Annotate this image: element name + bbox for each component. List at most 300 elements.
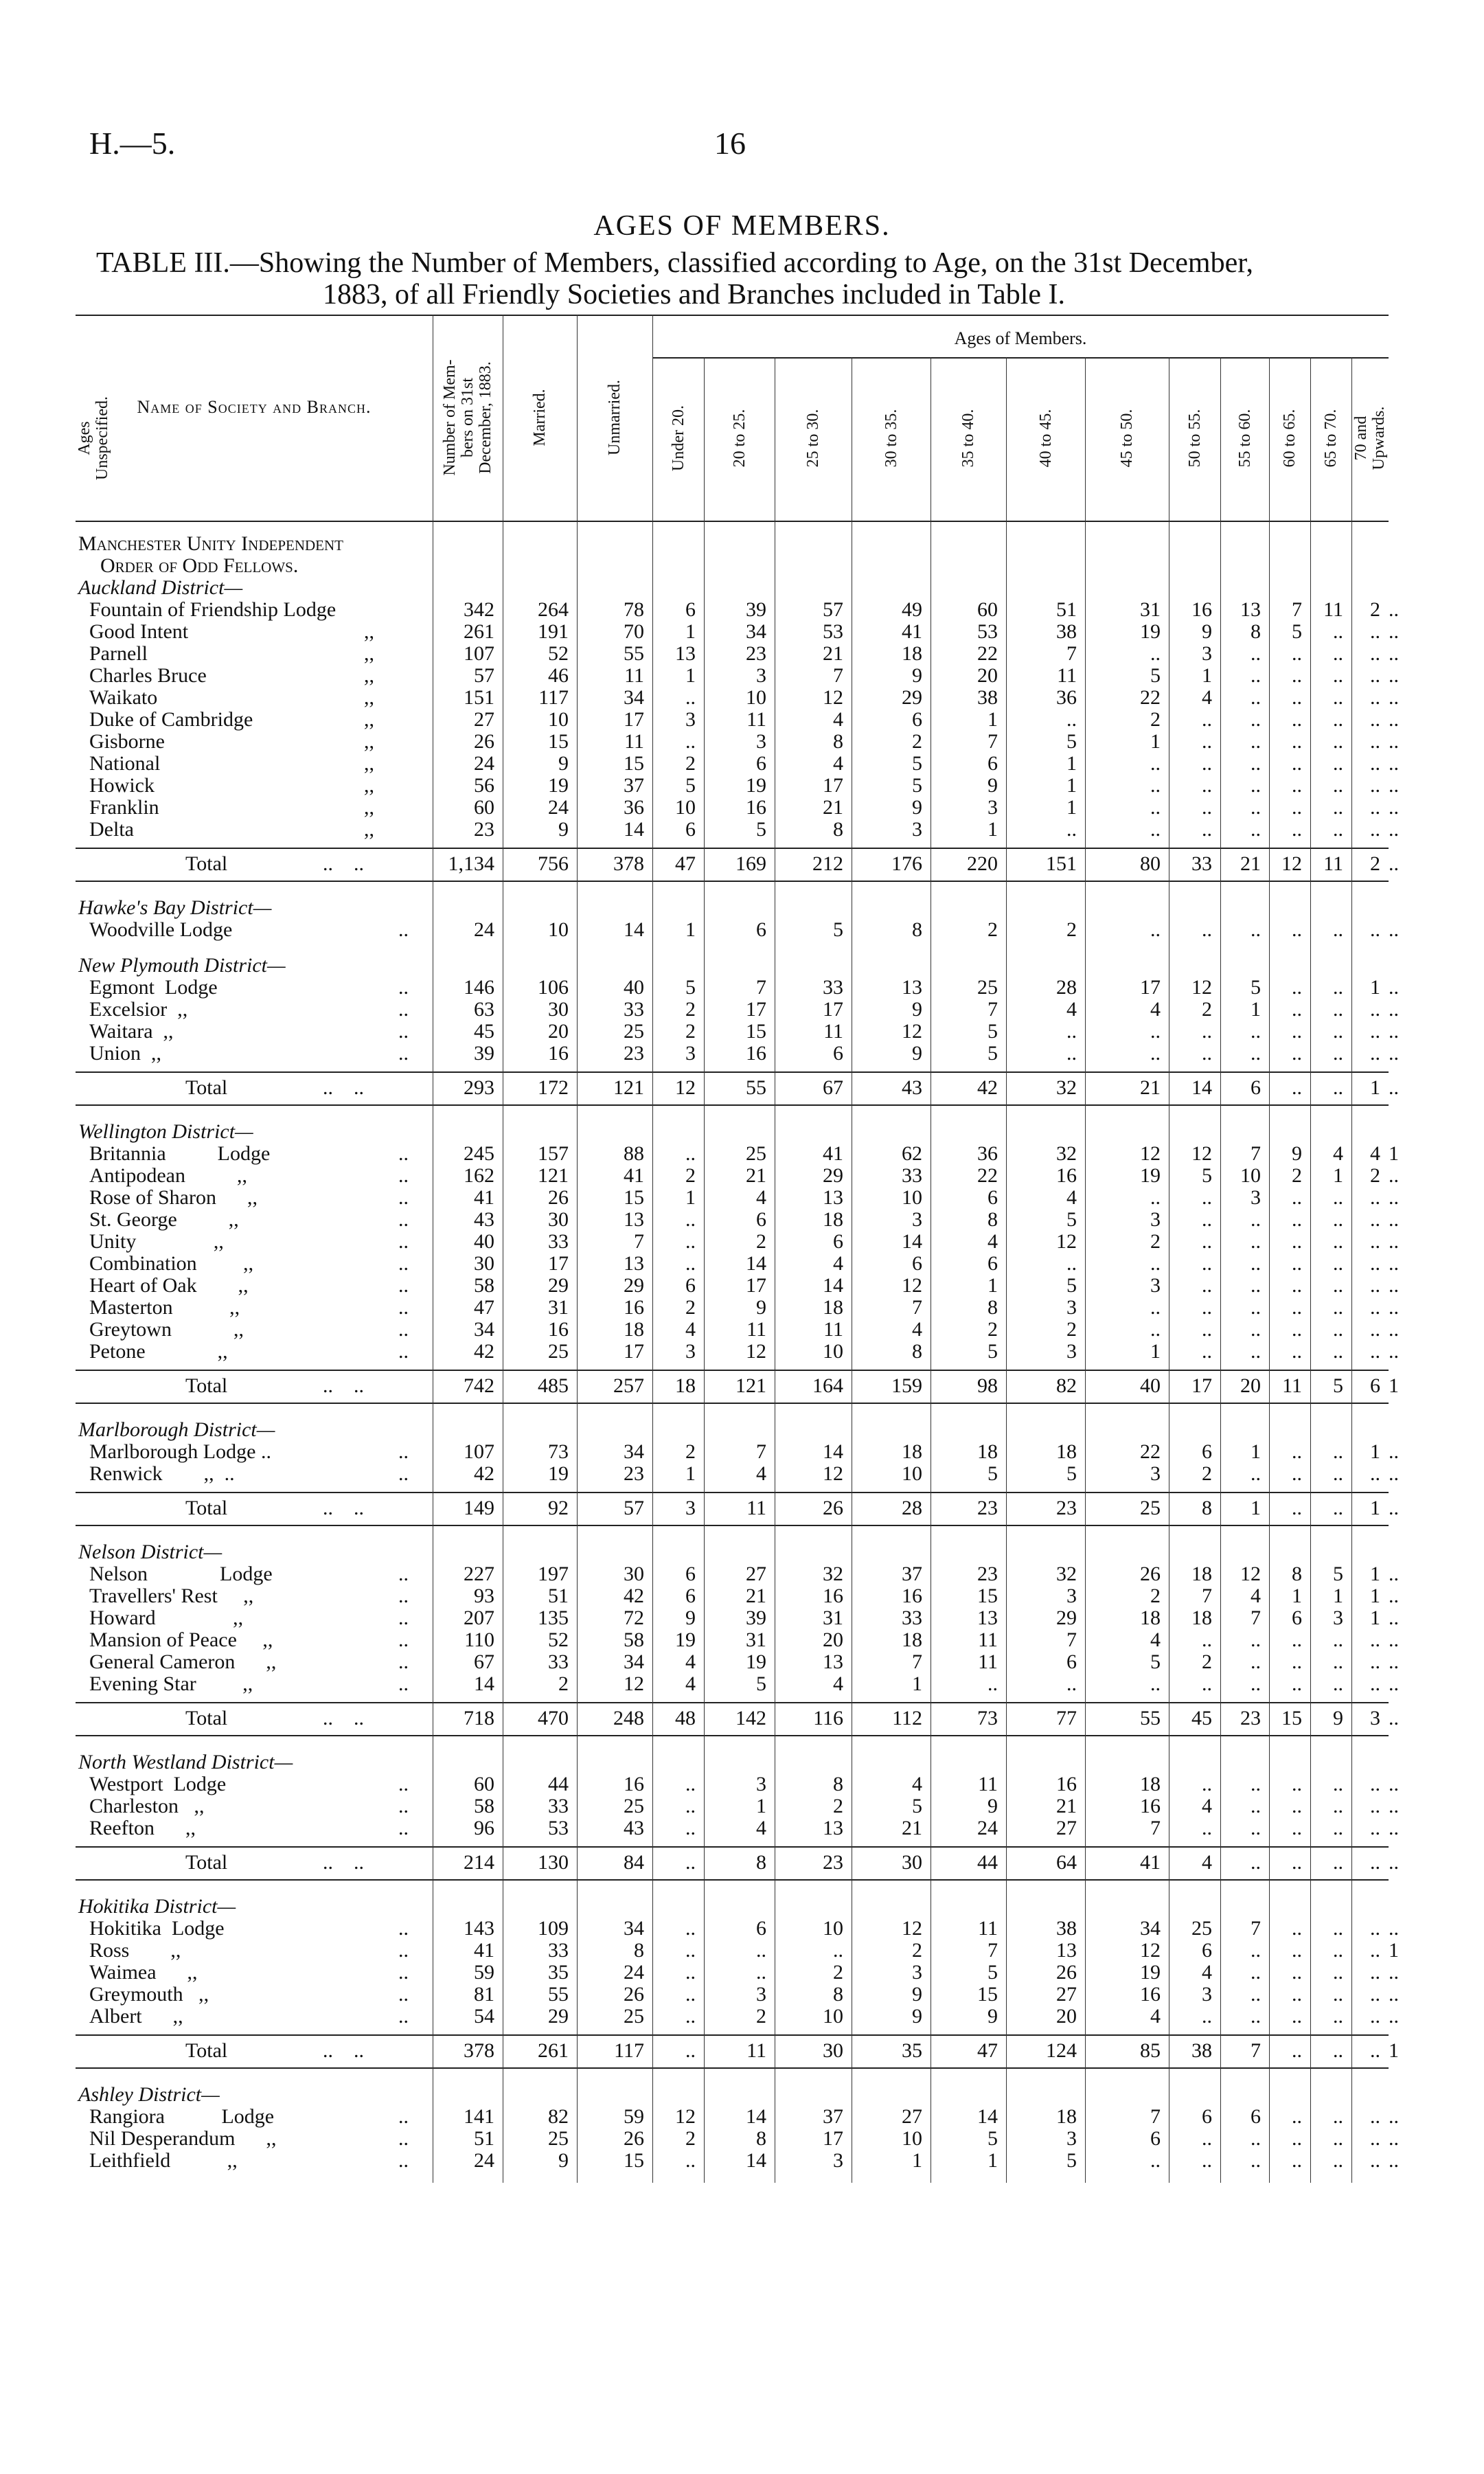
cell-d5r2-10: 18 (1191, 1607, 1212, 1629)
column-rule (652, 315, 653, 2183)
cell-d8r2-9: .. (1150, 2149, 1161, 2172)
cell-d3r9-6: 8 (912, 1340, 922, 1363)
cell-d3r9-2: 17 (624, 1340, 644, 1363)
cell-d3r6-3: 6 (685, 1274, 696, 1297)
branch-name: St. George ,, (89, 1208, 239, 1231)
cell-d5r2-6: 33 (902, 1607, 922, 1629)
total-top-rule (76, 1846, 1389, 1848)
cell-d3r4-15: .. (1389, 1230, 1399, 1253)
column-header-unmarried: Unmarried. (606, 380, 624, 455)
cell-d6r1-9: 16 (1140, 1795, 1161, 1817)
cell-d3r9-13: .. (1333, 1340, 1343, 1363)
cell-d7r1-14: .. (1370, 1939, 1380, 1962)
cell-d0r2-0: 107 (464, 642, 494, 665)
cell-d1r0-3: 1 (685, 918, 696, 941)
cell-d3r7-12: .. (1292, 1296, 1302, 1319)
cell-d3r1-5: 29 (823, 1164, 843, 1187)
cell-d7r3-2: 26 (624, 1983, 644, 2006)
cell-d2r1-6: 9 (912, 998, 922, 1021)
table-row (76, 1628, 1399, 1651)
cell-d2r1-15: .. (1389, 998, 1399, 1021)
cell-d3r7-7: 8 (988, 1296, 998, 1319)
cell-d5r3-11: .. (1251, 1628, 1261, 1651)
cell-d3r5-13: .. (1333, 1252, 1343, 1275)
table-row (76, 1672, 1399, 1695)
cell-d5t-3: 48 (675, 1707, 696, 1729)
cell-d7r0-9: 34 (1140, 1917, 1161, 1940)
cell-d8r2-2: 15 (624, 2149, 644, 2172)
cell-d3r9-3: 3 (685, 1340, 696, 1363)
cell-d5r4-1: 33 (548, 1650, 569, 1673)
cell-d0r7-12: .. (1292, 752, 1302, 775)
cell-d5r0-11: 12 (1240, 1563, 1261, 1585)
cell-d4t-3: 3 (685, 1497, 696, 1519)
cell-d3r1-8: 16 (1056, 1164, 1077, 1187)
cell-d6r0-7: 11 (978, 1773, 998, 1795)
cell-d0r9-1: 24 (548, 796, 569, 819)
cell-d7r2-5: 2 (833, 1961, 843, 1984)
cell-d0r2-14: .. (1370, 642, 1380, 665)
cell-d3r2-10: .. (1202, 1186, 1212, 1209)
cell-d2r3-15: .. (1389, 1042, 1399, 1065)
cell-d5r4-6: 7 (912, 1650, 922, 1673)
cell-d0r8-11: .. (1251, 774, 1261, 797)
cell-d7r4-4: 2 (756, 2005, 766, 2028)
cell-d3r3-6: 3 (912, 1208, 922, 1231)
cell-d0r9-5: 21 (823, 796, 843, 819)
cell-d7r2-1: 35 (548, 1961, 569, 1984)
cell-d3r7-6: 7 (912, 1296, 922, 1319)
branch-name: Howard ,, (89, 1607, 244, 1629)
cell-d8r2-14: .. (1370, 2149, 1380, 2172)
cell-d3r6-10: .. (1202, 1274, 1212, 1297)
cell-d5r2-3: 9 (685, 1607, 696, 1629)
cell-d3r7-11: .. (1251, 1296, 1261, 1319)
column-header-age-12: Ages Unspecified. (76, 396, 111, 480)
cell-d8r0-5: 37 (823, 2105, 843, 2128)
cell-d2r3-4: 16 (746, 1042, 766, 1065)
cell-d6t-1: 130 (538, 1851, 569, 1874)
cell-d2r2-15: .. (1389, 1020, 1399, 1043)
cell-d3r5-6: 6 (912, 1252, 922, 1275)
cell-d2r2-9: .. (1150, 1020, 1161, 1043)
cell-d6r0-8: 16 (1056, 1773, 1077, 1795)
cell-d5r3-8: 7 (1066, 1628, 1077, 1651)
cell-d5t-1: 470 (538, 1707, 569, 1729)
cell-d0r7-14: .. (1370, 752, 1380, 775)
cell-d6r1-11: .. (1251, 1795, 1261, 1817)
leader-dots: ,, (364, 752, 374, 775)
cell-d2r1-7: 7 (988, 998, 998, 1021)
column-header-age-0: Under 20. (669, 405, 687, 471)
cell-d3r3-5: 18 (823, 1208, 843, 1231)
branch-name: Waikato (89, 686, 158, 709)
cell-d2r1-11: 1 (1251, 998, 1261, 1021)
cell-d5r4-8: 6 (1066, 1650, 1077, 1673)
table-row (76, 1042, 1399, 1065)
cell-d3r1-13: 1 (1333, 1164, 1343, 1187)
leader-dots: .. (398, 1208, 409, 1231)
cell-d5r0-6: 37 (902, 1563, 922, 1585)
column-header-age-4: 35 to 40. (959, 409, 977, 468)
cell-d5r4-3: 4 (685, 1650, 696, 1673)
cell-d7r2-10: 4 (1202, 1961, 1212, 1984)
cell-d4r0-0: 107 (464, 1440, 494, 1463)
cell-d3r3-3: .. (685, 1208, 696, 1231)
cell-d2r3-14: .. (1370, 1042, 1380, 1065)
branch-name: Westport Lodge (89, 1773, 227, 1795)
total-bottom-rule (76, 2067, 1389, 2069)
cell-d7r2-9: 19 (1140, 1961, 1161, 1984)
cell-d5t-8: 77 (1056, 1707, 1077, 1729)
branch-name: Combination ,, (89, 1252, 254, 1275)
cell-d0r6-10: .. (1202, 730, 1212, 753)
cell-d1r0-7: 2 (988, 918, 998, 941)
cell-d0r6-9: 1 (1150, 730, 1161, 753)
cell-d0r1-7: 53 (977, 620, 998, 643)
cell-d3r9-4: 12 (746, 1340, 766, 1363)
cell-d5r1-10: 7 (1202, 1585, 1212, 1607)
cell-d7r0-15: .. (1389, 1917, 1399, 1940)
cell-d7r3-11: .. (1251, 1983, 1261, 2006)
cell-d2r0-6: 13 (902, 976, 922, 999)
branch-name: Franklin (89, 796, 159, 819)
table-row (76, 2105, 1399, 2128)
cell-d5t-12: 15 (1281, 1707, 1302, 1729)
cell-d6r0-15: .. (1389, 1773, 1399, 1795)
column-rule (1351, 357, 1352, 2183)
cell-d4r0-6: 18 (902, 1440, 922, 1463)
leader-dots: .. (398, 1628, 409, 1651)
cell-d7r2-13: .. (1333, 1961, 1343, 1984)
cell-d0r9-0: 60 (474, 796, 494, 819)
leader-dots: .. .. (323, 852, 364, 875)
cell-d8r0-6: 27 (902, 2105, 922, 2128)
leader-dots: .. (398, 1252, 409, 1275)
cell-d5r3-2: 58 (624, 1628, 644, 1651)
cell-d3r2-4: 4 (756, 1186, 766, 1209)
cell-d5r2-5: 31 (823, 1607, 843, 1629)
total-top-rule (76, 1702, 1389, 1703)
cell-d3r0-13: 4 (1333, 1142, 1343, 1165)
table-row (76, 1795, 1399, 1817)
cell-d3r8-13: .. (1333, 1318, 1343, 1341)
cell-d3r6-12: .. (1292, 1274, 1302, 1297)
cell-d1r0-1: 10 (548, 918, 569, 941)
cell-d3r0-6: 62 (902, 1142, 922, 1165)
cell-d6r0-10: .. (1202, 1773, 1212, 1795)
branch-name: Excelsior ,, (89, 998, 188, 1021)
cell-d3r0-15: 1 (1389, 1142, 1399, 1165)
cell-d6r2-12: .. (1292, 1817, 1302, 1839)
branch-name: Britannia Lodge (89, 1142, 271, 1165)
table-row (76, 1585, 1399, 1607)
cell-d1r0-14: .. (1370, 918, 1380, 941)
cell-d3r2-14: .. (1370, 1186, 1380, 1209)
cell-d2t-8: 32 (1056, 1076, 1077, 1099)
cell-d2r3-1: 16 (548, 1042, 569, 1065)
cell-d7r3-14: .. (1370, 1983, 1380, 2006)
cell-d2t-0: 293 (464, 1076, 494, 1099)
cell-d2r2-2: 25 (624, 1020, 644, 1043)
table-row (76, 1020, 1399, 1043)
cell-d3r4-11: .. (1251, 1230, 1261, 1253)
cell-d0r9-15: .. (1389, 796, 1399, 819)
cell-d0r10-9: .. (1150, 818, 1161, 841)
cell-d7r4-6: 9 (912, 2005, 922, 2028)
cell-d7r0-1: 109 (538, 1917, 569, 1940)
cell-d3r0-5: 41 (823, 1142, 843, 1165)
cell-d8r0-0: 141 (464, 2105, 494, 2128)
cell-d0r5-3: 3 (685, 708, 696, 731)
cell-d4t-6: 28 (902, 1497, 922, 1519)
cell-d7r1-13: .. (1333, 1939, 1343, 1962)
cell-d0r3-10: 1 (1202, 664, 1212, 687)
cell-d0r6-4: 3 (756, 730, 766, 753)
cell-d0r9-11: .. (1251, 796, 1261, 819)
cell-d7r0-3: .. (685, 1917, 696, 1940)
cell-d5r1-0: 93 (474, 1585, 494, 1607)
leader-dots: ,, (364, 818, 374, 841)
cell-d3r7-14: .. (1370, 1296, 1380, 1319)
cell-d0r1-3: 1 (685, 620, 696, 643)
branch-name: Marlborough Lodge .. (89, 1440, 271, 1463)
cell-d3r6-5: 14 (823, 1274, 843, 1297)
cell-d0r10-0: 23 (474, 818, 494, 841)
cell-d2r0-15: .. (1389, 976, 1399, 999)
cell-d3r9-8: 3 (1066, 1340, 1077, 1363)
cell-d2t-13: .. (1333, 1076, 1343, 1099)
cell-d0r4-11: .. (1251, 686, 1261, 709)
leader-dots: .. (398, 1983, 409, 2006)
cell-d0r2-4: 23 (746, 642, 766, 665)
cell-d0t-0: 1,134 (448, 852, 494, 875)
cell-d3r7-8: 3 (1066, 1296, 1077, 1319)
table-row (76, 1462, 1399, 1485)
cell-d4r0-8: 18 (1056, 1440, 1077, 1463)
cell-d2r3-11: .. (1251, 1042, 1261, 1065)
total-label: Total (185, 2039, 228, 2062)
cell-d3r0-7: 36 (977, 1142, 998, 1165)
cell-d0r8-9: .. (1150, 774, 1161, 797)
cell-d4r1-1: 19 (548, 1462, 569, 1485)
cell-d5r4-7: 11 (978, 1650, 998, 1673)
cell-d5r2-0: 207 (464, 1607, 494, 1629)
cell-d7t-13: .. (1333, 2039, 1343, 2062)
cell-d3r4-10: .. (1202, 1230, 1212, 1253)
cell-d0r9-13: .. (1333, 796, 1343, 819)
column-header-name: Name of Society and Branch. (137, 397, 372, 417)
cell-d2r3-0: 39 (474, 1042, 494, 1065)
cell-d5r1-9: 2 (1150, 1585, 1161, 1607)
cell-d3r3-13: .. (1333, 1208, 1343, 1231)
cell-d7r0-14: .. (1370, 1917, 1380, 1940)
cell-d3t-4: 121 (735, 1374, 766, 1397)
cell-d7r4-12: .. (1292, 2005, 1302, 2028)
cell-d7t-10: 38 (1191, 2039, 1212, 2062)
cell-d0r6-0: 26 (474, 730, 494, 753)
cell-d4t-13: .. (1333, 1497, 1343, 1519)
total-top-rule (76, 848, 1389, 849)
cell-d2t-2: 121 (613, 1076, 644, 1099)
cell-d7r3-6: 9 (912, 1983, 922, 2006)
cell-d0r7-7: 6 (988, 752, 998, 775)
cell-d3r4-6: 14 (902, 1230, 922, 1253)
leader-dots: .. (398, 1563, 409, 1585)
cell-d2r3-2: 23 (624, 1042, 644, 1065)
cell-d4r1-7: 5 (988, 1462, 998, 1485)
cell-d3r9-1: 25 (548, 1340, 569, 1363)
cell-d0r4-5: 12 (823, 686, 843, 709)
cell-d0r10-7: 1 (988, 818, 998, 841)
cell-d3t-13: 5 (1333, 1374, 1343, 1397)
cell-d7t-8: 124 (1046, 2039, 1077, 2062)
cell-d5r3-13: .. (1333, 1628, 1343, 1651)
cell-d3r6-1: 29 (548, 1274, 569, 1297)
cell-d3t-12: 11 (1282, 1374, 1302, 1397)
cell-d1r0-13: .. (1333, 918, 1343, 941)
cell-d6r2-2: 43 (624, 1817, 644, 1839)
cell-d8r0-7: 14 (977, 2105, 998, 2128)
cell-d2r3-5: 6 (833, 1042, 843, 1065)
cell-d0r2-5: 21 (823, 642, 843, 665)
cell-d0r2-6: 18 (902, 642, 922, 665)
cell-d6r1-4: 1 (756, 1795, 766, 1817)
leader-dots: .. .. (323, 1374, 364, 1397)
cell-d0r6-5: 8 (833, 730, 843, 753)
cell-d3r1-6: 33 (902, 1164, 922, 1187)
leader-dots: .. (398, 1142, 409, 1165)
cell-d5r0-7: 23 (977, 1563, 998, 1585)
table-row (76, 1983, 1399, 2006)
column-rule (577, 315, 578, 2183)
total-row (76, 1707, 1399, 1729)
cell-d0r4-12: .. (1292, 686, 1302, 709)
cell-d0r8-3: 5 (685, 774, 696, 797)
cell-d0r5-9: 2 (1150, 708, 1161, 731)
cell-d2r1-0: 63 (474, 998, 494, 1021)
cell-d2r0-13: .. (1333, 976, 1343, 999)
cell-d3r6-0: 58 (474, 1274, 494, 1297)
cell-d3r8-8: 2 (1066, 1318, 1077, 1341)
cell-d5r1-5: 16 (823, 1585, 843, 1607)
table-row (76, 918, 1399, 941)
column-header-age-8: 55 to 60. (1235, 409, 1254, 468)
total-row (76, 1076, 1399, 1099)
cell-d7r2-3: .. (685, 1961, 696, 1984)
cell-d2r2-1: 20 (548, 1020, 569, 1043)
cell-d5r3-4: 31 (746, 1628, 766, 1651)
cell-d8r2-7: 1 (988, 2149, 998, 2172)
cell-d5r1-3: 6 (685, 1585, 696, 1607)
cell-d0r8-6: 5 (912, 774, 922, 797)
cell-d8r1-2: 26 (624, 2127, 644, 2150)
cell-d5r5-9: .. (1150, 1672, 1161, 1695)
branch-name: Parnell (89, 642, 148, 665)
column-rule (704, 357, 705, 2183)
cell-d0t-10: 33 (1191, 852, 1212, 875)
cell-d3r8-15: .. (1389, 1318, 1399, 1341)
cell-d3r5-15: .. (1389, 1252, 1399, 1275)
cell-d2r1-10: 2 (1202, 998, 1212, 1021)
cell-d8r1-15: .. (1389, 2127, 1399, 2150)
cell-d3r8-11: .. (1251, 1318, 1261, 1341)
cell-d5r0-14: 1 (1370, 1563, 1380, 1585)
cell-d0r3-14: .. (1370, 664, 1380, 687)
branch-name: Greytown ,, (89, 1318, 244, 1341)
cell-d3r2-7: 6 (988, 1186, 998, 1209)
cell-d2r2-5: 11 (823, 1020, 843, 1043)
cell-d1r0-6: 8 (912, 918, 922, 941)
cell-d7r3-8: 27 (1056, 1983, 1077, 2006)
cell-d5r5-12: .. (1292, 1672, 1302, 1695)
cell-d3r6-2: 29 (624, 1274, 644, 1297)
cell-d7r2-14: .. (1370, 1961, 1380, 1984)
cell-d3r4-1: 33 (548, 1230, 569, 1253)
cell-d2r3-6: 9 (912, 1042, 922, 1065)
leader-dots: ,, (364, 620, 374, 643)
cell-d8r1-11: .. (1251, 2127, 1261, 2150)
cell-d3t-2: 257 (613, 1374, 644, 1397)
cell-d3t-11: 20 (1240, 1374, 1261, 1397)
cell-d6t-13: .. (1333, 1851, 1343, 1874)
cell-d6r1-13: .. (1333, 1795, 1343, 1817)
cell-d4r0-11: 1 (1251, 1440, 1261, 1463)
cell-d1r0-5: 5 (833, 918, 843, 941)
cell-d7t-0: 378 (464, 2039, 494, 2062)
cell-d5t-13: 9 (1333, 1707, 1343, 1729)
cell-d3r9-10: .. (1202, 1340, 1212, 1363)
column-header-age-1: 20 to 25. (730, 409, 749, 468)
cell-d3r2-3: 1 (685, 1186, 696, 1209)
cell-d0r5-4: 11 (746, 708, 766, 731)
cell-d0r9-4: 16 (746, 796, 766, 819)
cell-d0r1-14: .. (1370, 620, 1380, 643)
cell-d7r0-13: .. (1333, 1917, 1343, 1940)
cell-d0t-2: 378 (613, 852, 644, 875)
table-row (76, 1274, 1399, 1297)
total-label: Total (185, 1497, 228, 1519)
cell-d1r0-15: .. (1389, 918, 1399, 941)
cell-d0r3-3: 1 (685, 664, 696, 687)
table-row (76, 1208, 1399, 1231)
table-caption (96, 247, 1387, 310)
cell-d5r4-11: .. (1251, 1650, 1261, 1673)
cell-d3r1-15: .. (1389, 1164, 1399, 1187)
cell-d2t-7: 42 (977, 1076, 998, 1099)
branch-name: Masterton ,, (89, 1296, 240, 1319)
cell-d0r8-15: .. (1389, 774, 1399, 797)
cell-d0r10-13: .. (1333, 818, 1343, 841)
cell-d0r10-10: .. (1202, 818, 1212, 841)
branch-name: Waimea ,, (89, 1961, 198, 1984)
cell-d7t-14: .. (1370, 2039, 1380, 2062)
cell-d4r1-13: .. (1333, 1462, 1343, 1485)
cell-d0r10-12: .. (1292, 818, 1302, 841)
leader-dots: .. (398, 2127, 409, 2150)
cell-d2r3-13: .. (1333, 1042, 1343, 1065)
cell-d5t-11: 23 (1240, 1707, 1261, 1729)
cell-d1r0-2: 14 (624, 918, 644, 941)
cell-d2r0-0: 146 (464, 976, 494, 999)
branch-name: Unity ,, (89, 1230, 224, 1253)
cell-d0r7-10: .. (1202, 752, 1212, 775)
cell-d6t-11: .. (1251, 1851, 1261, 1874)
total-bottom-rule (76, 1104, 1389, 1106)
cell-d0r1-4: 34 (746, 620, 766, 643)
cell-d5r2-8: 29 (1056, 1607, 1077, 1629)
cell-d0t-5: 212 (812, 852, 843, 875)
